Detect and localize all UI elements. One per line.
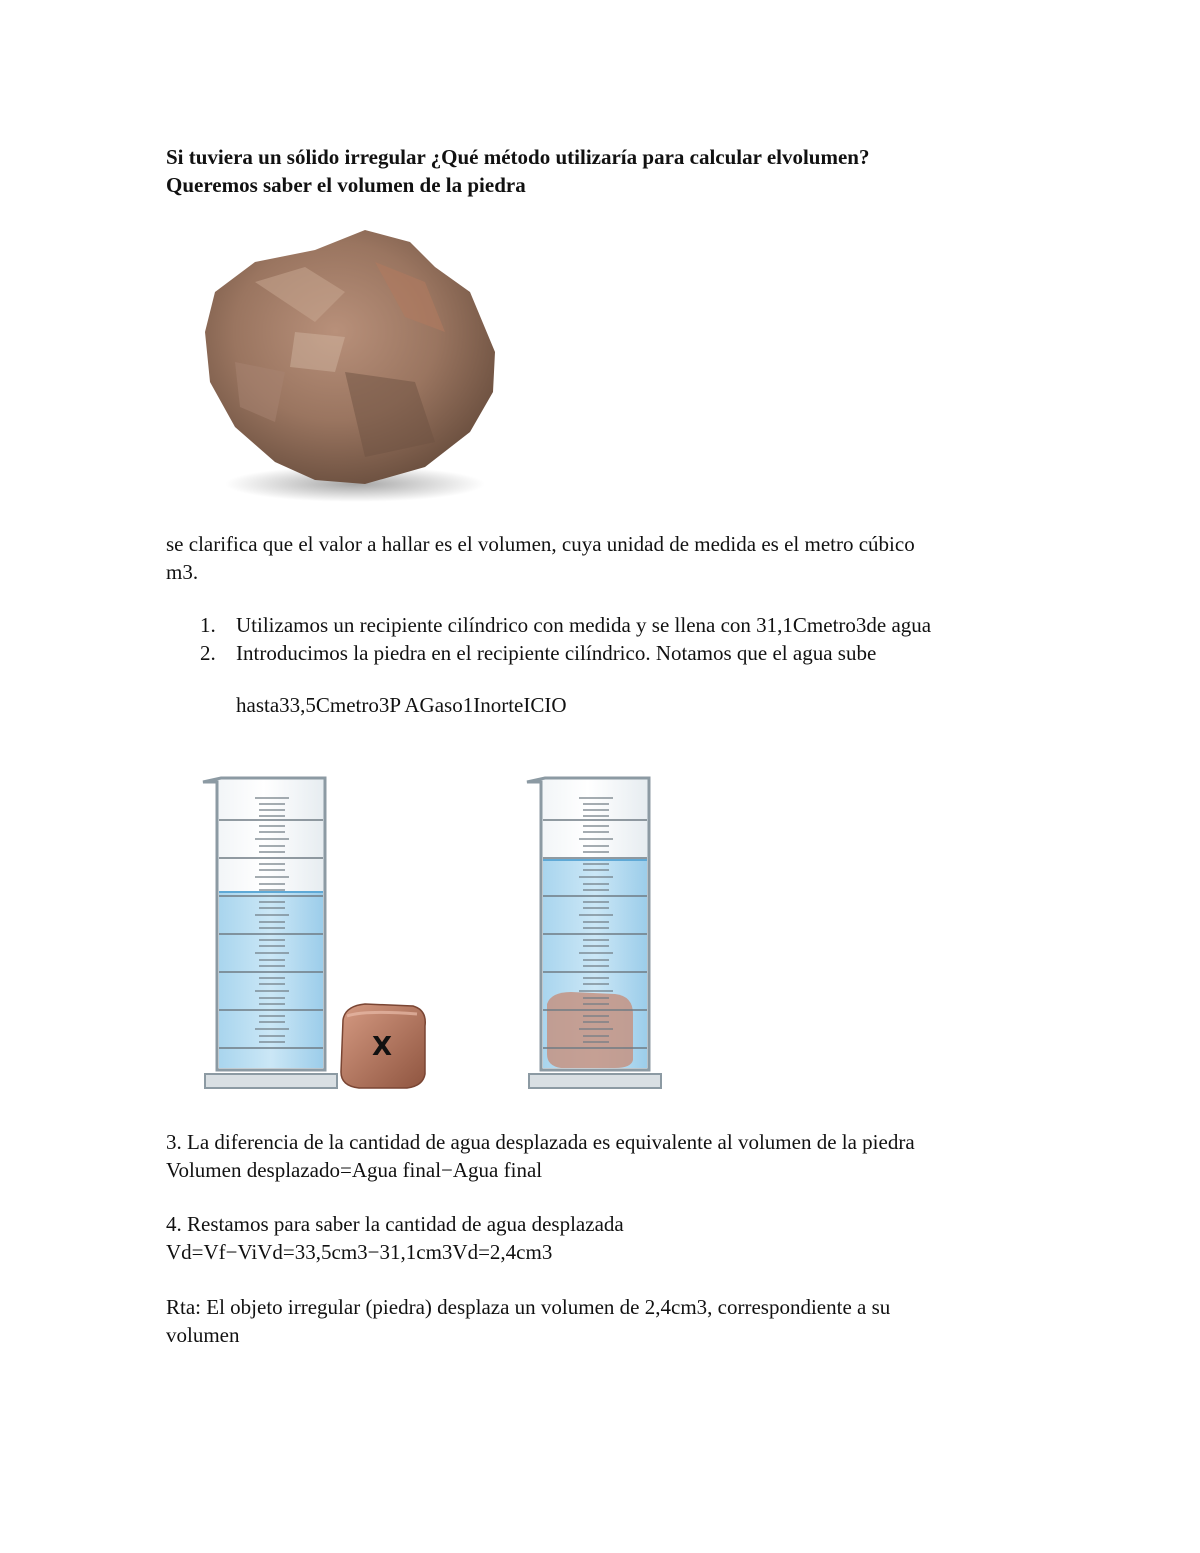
rock-image: [195, 222, 505, 507]
answer-line-1: Rta: El objeto irregular (piedra) desplaza un volumen de 2,4cm3, correspondiente a su: [166, 1295, 891, 1319]
step-2-continuation: hasta33,5Cmetro3P AGaso1InorteICIO: [236, 693, 567, 717]
intro-line-1: se clarifica que el valor a hallar es el volumen, cuya unidad de medida es el metro cúbico: [166, 532, 915, 556]
heading-line-2: Queremos saber el volumen de la piedra: [166, 173, 526, 197]
cylinder-figure: [195, 770, 705, 1100]
step-4-line-2: Vd=Vf−ViVd=33,5cm3−31,1cm3Vd=2,4cm3: [166, 1240, 553, 1264]
step-2-text: Introducimos la piedra en el recipiente cilíndrico. Notamos que el agua sube: [236, 641, 877, 665]
answer-line-2: volumen: [166, 1323, 240, 1347]
step-2-number: 2.: [200, 641, 216, 665]
cylinder-left: [203, 778, 337, 1088]
intro-line-2: m3.: [166, 560, 199, 584]
step-4-line-1: 4. Restamos para saber la cantidad de agua desplazada: [166, 1212, 624, 1236]
step-1-number: 1.: [200, 613, 216, 637]
heading-line-1: Si tuviera un sólido irregular ¿Qué método utilizaría para calcular elvolumen?: [166, 145, 870, 169]
cylinder-right: [527, 778, 661, 1088]
step-3-line-1: 3. La diferencia de la cantidad de agua desplazada es equivalente al volumen de la piedra: [166, 1130, 915, 1154]
stone-label: X: [371, 1032, 393, 1062]
step-1-text: Utilizamos un recipiente cilíndrico con medida y se llena con 31,1Cmetro3de agua: [236, 613, 932, 637]
step-3-line-2: Volumen desplazado=Agua final−Agua final: [166, 1158, 543, 1182]
